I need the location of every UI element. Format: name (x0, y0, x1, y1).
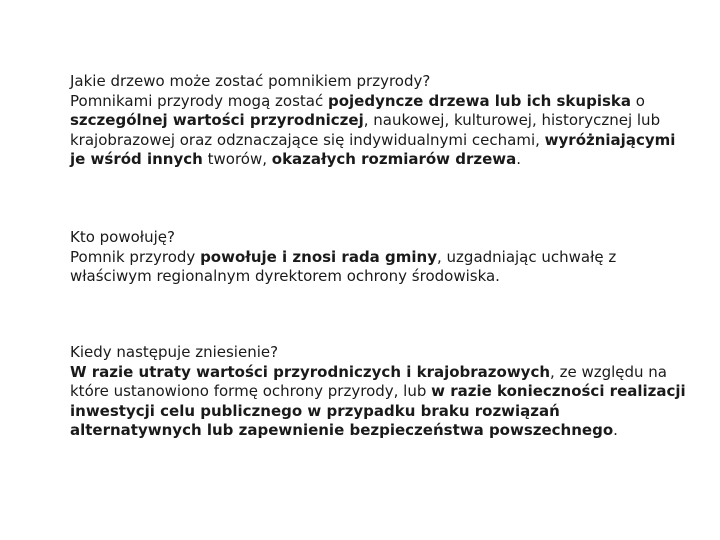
answer-text: , ze względu na które ustanowiono formę ochrony przyrody, lub (70, 362, 667, 400)
answer-text: . (516, 150, 522, 168)
question-heading: Jakie drzewo może zostać pomnikiem przyrody? (70, 72, 431, 90)
answer-paragraph (70, 92, 690, 170)
answer-bold: powołuje i znosi rada gminy (200, 247, 437, 266)
answer-bold: okazałych rozmiarów drzewa (271, 150, 517, 168)
answer-text: Pomnik przyrody (70, 247, 201, 266)
answer-bold: W razie utraty wartości przyrodniczych i krajobrazowych (70, 362, 551, 381)
answer-text: , naukowej, kulturowej, historycznej lub krajobrazowej oraz odznaczające się indywidualnymi cechami, (70, 111, 661, 149)
answer-text: o (631, 91, 645, 110)
answer-text: Pomnikami przyrody mogą zostać (70, 91, 328, 110)
answer-text: , uzgadniając uchwałę z właściwym regionalnym dyrektorem ochrony środowiska. (70, 247, 617, 285)
answer-bold: szczególnej wartości przyrodniczej (70, 111, 364, 129)
answer-bold: w razie konieczności realizacji inwestycji celu publicznego w przypadku braku rozwiązań alternatywnych lub zapewnienie bezpieczeństwa powszechnego (70, 382, 686, 439)
section-pomnik-definition (70, 72, 690, 170)
answer-text: tworów, (202, 150, 272, 168)
question-heading: Kiedy następuje zniesienie? (70, 343, 279, 361)
answer-bold: pojedyncze drzewa lub ich skupiska (327, 91, 631, 110)
answer-paragraph (70, 248, 690, 287)
answer-bold: wyróżniającymi je wśród innych (70, 130, 676, 168)
answer-text: . (613, 421, 618, 439)
answer-paragraph (70, 363, 690, 441)
question-heading: Kto powołuję? (70, 228, 175, 246)
section-who-appoints (70, 228, 690, 287)
section-abolition (70, 343, 690, 441)
